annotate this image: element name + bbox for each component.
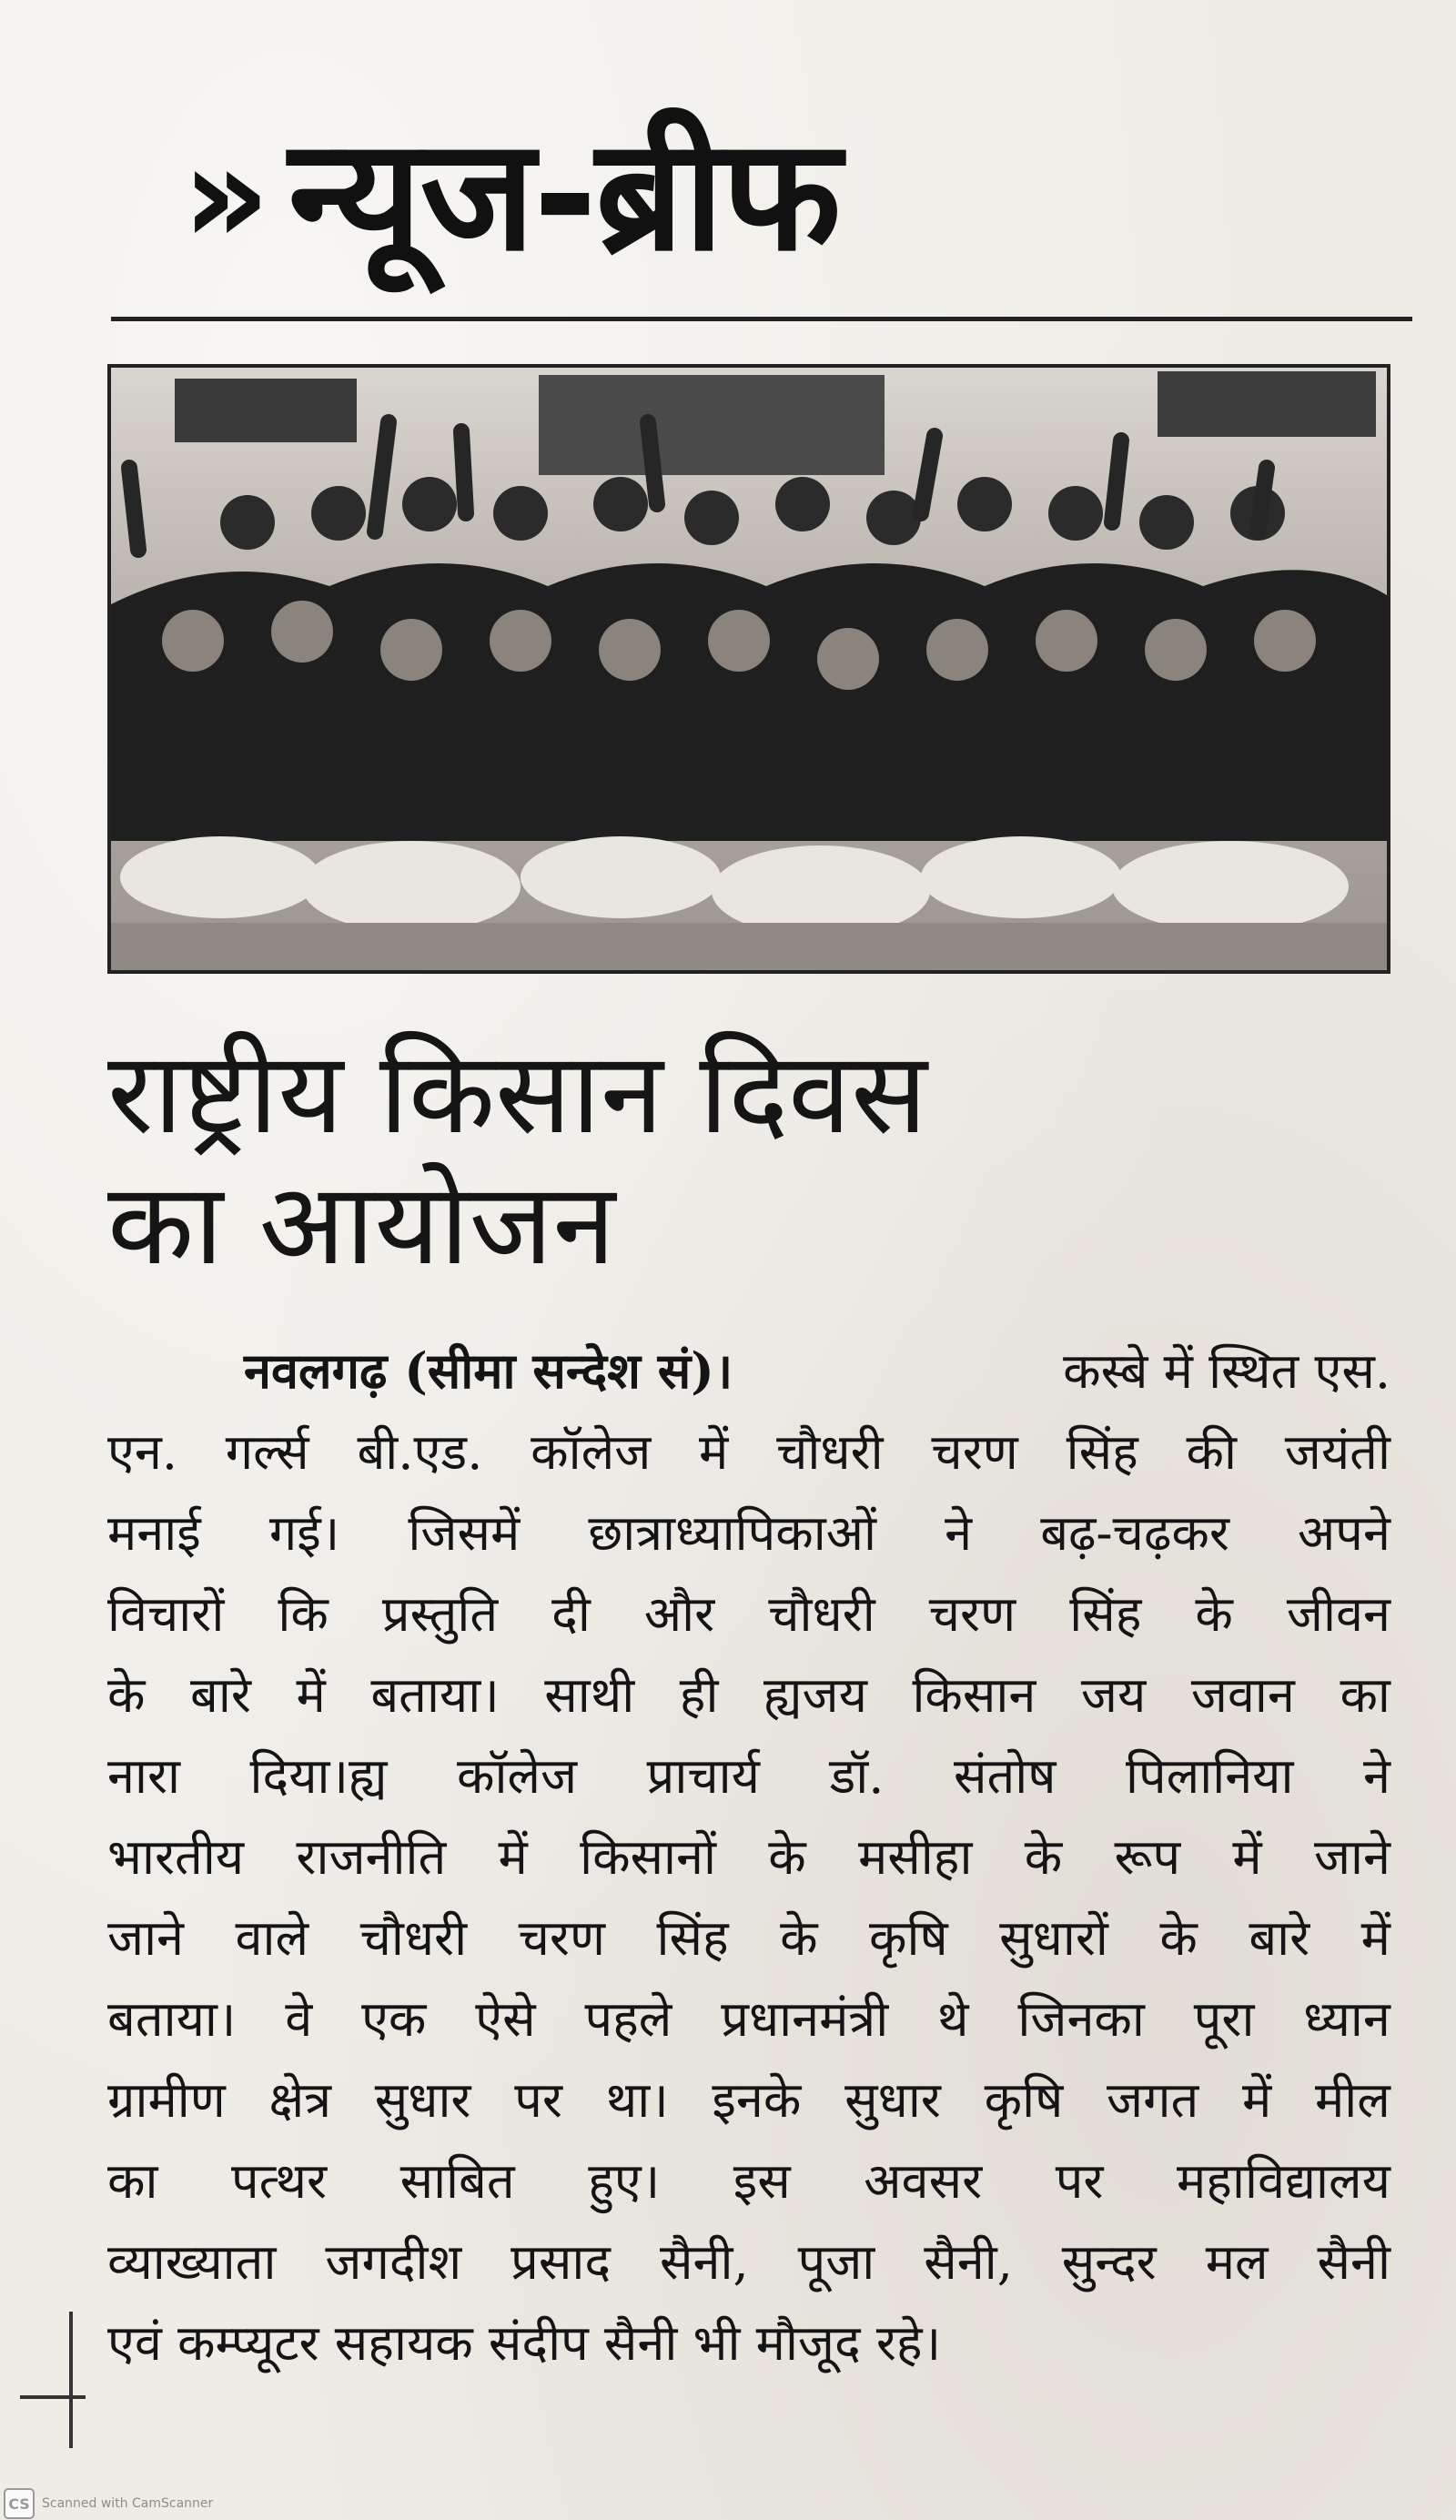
body-word: जयंती	[1284, 1423, 1390, 1481]
body-word: मल	[1205, 2233, 1269, 2291]
body-word: कृषि	[869, 1909, 948, 1967]
body-word: के	[780, 1909, 818, 1967]
body-line	[107, 1898, 1390, 1979]
body-word: चरण	[518, 1909, 605, 1967]
body-word: बताया।	[370, 1666, 500, 1724]
body-word: छात्राध्यापिकाओं	[588, 1504, 876, 1562]
body-word: का	[107, 2152, 158, 2210]
body-word: अवसर	[864, 2152, 983, 2210]
body-word: कृषि	[984, 2071, 1064, 2129]
body-line	[107, 1979, 1390, 2060]
body-word: बारे	[190, 1666, 251, 1724]
body-word: नारा	[107, 1747, 181, 1805]
group-photo-icon	[111, 368, 1387, 970]
section-title: न्यूज-ब्रीफ	[288, 106, 840, 286]
body-word: सिंह	[656, 1909, 729, 1967]
body-word: डॉ.	[829, 1747, 885, 1805]
body-word: और	[643, 1585, 715, 1643]
body-word: ऐसे	[475, 1990, 536, 2048]
body-word: क्षेत्र	[268, 2071, 332, 2129]
body-word: ध्यान	[1303, 1990, 1390, 2048]
body-word: गई।	[268, 1504, 340, 1562]
body-word: सैनी,	[924, 2233, 1013, 2291]
body-word: पहले	[584, 1990, 672, 2048]
body-line	[107, 1736, 1390, 1817]
body-word: चरण	[931, 1423, 1018, 1481]
body-word: भारतीय	[107, 1828, 245, 1886]
body-word: प्रधानमंत्री	[721, 1990, 889, 2048]
body-word: का	[1340, 1666, 1390, 1724]
body-word: ह्यजय	[763, 1666, 867, 1724]
body-word: के	[1024, 1828, 1063, 1886]
crop-mark-horizontal	[20, 2395, 86, 2399]
body-word: सैनी	[1317, 2233, 1390, 2291]
article-headline	[107, 1028, 1409, 1290]
body-word: जय	[1080, 1666, 1147, 1724]
scanner-text: Scanned with CamScanner	[42, 2496, 214, 2511]
body-word: के	[107, 1666, 146, 1724]
body-word: संतोष	[953, 1747, 1057, 1805]
body-word: जवान	[1190, 1666, 1295, 1724]
body-word: सुधार	[374, 2071, 471, 2129]
body-line: एवं कम्प्यूटर सहायक संदीप सैनी भी मौजूद रहे।	[107, 2314, 942, 2372]
body-word: कॉलेज	[531, 1423, 652, 1481]
body-line	[107, 1655, 1390, 1736]
body-word: पूजा	[797, 2233, 875, 2291]
body-word: जगदीश	[325, 2233, 462, 2291]
body-word: चौधरी	[359, 1909, 468, 1967]
body-word: दिया।ह्य	[249, 1747, 388, 1805]
body-word: की	[1186, 1423, 1238, 1481]
body-word: ने	[1362, 1747, 1390, 1805]
body-word: पर	[514, 2071, 563, 2129]
scanner-watermark	[0, 2487, 213, 2520]
body-word: बताया।	[107, 1990, 237, 2048]
body-word: ही	[679, 1666, 719, 1724]
headline-line-1: राष्ट्रीय किसान दिवस	[107, 1028, 927, 1159]
body-word: साथी	[544, 1666, 635, 1724]
body-line	[107, 1817, 1390, 1898]
body-word: चौधरी	[776, 1423, 884, 1481]
body-word: में	[498, 1828, 528, 1886]
body-word: राजनीति	[296, 1828, 447, 1886]
body-word: इस	[733, 2152, 791, 2210]
body-word: जाने	[107, 1909, 185, 1967]
body-word: विचारों	[107, 1585, 225, 1643]
body-word: कॉलेज	[456, 1747, 578, 1805]
body-word: में	[1360, 1909, 1390, 1967]
body-word: ने	[945, 1504, 973, 1562]
body-word: प्राचार्य	[646, 1747, 760, 1805]
body-word: हुए।	[588, 2152, 661, 2210]
body-word: गर्ल्स	[225, 1423, 309, 1481]
body-word: इनके	[712, 2071, 802, 2129]
section-header	[182, 91, 840, 300]
body-line	[107, 1493, 1390, 1574]
headline-line-2: का आयोजन	[107, 1159, 616, 1290]
body-word: में	[296, 1666, 326, 1724]
body-word: के	[1159, 1909, 1198, 1967]
body-word: साबित	[399, 2152, 515, 2210]
camscanner-logo-icon: CS	[4, 2488, 35, 2519]
body-word: के	[1195, 1585, 1233, 1643]
body-word: के	[768, 1828, 806, 1886]
body-word: मसीहा	[858, 1828, 973, 1886]
body-word: थे	[937, 1990, 969, 2048]
body-line	[107, 2140, 1390, 2221]
group-photo	[107, 364, 1390, 974]
body-word: महाविद्यालय	[1177, 2152, 1390, 2210]
body-word: में	[699, 1423, 729, 1481]
body-line	[107, 1574, 1390, 1655]
body-word: ग्रामीण	[107, 2071, 226, 2129]
body-word: बढ़-चढ़कर	[1040, 1504, 1229, 1562]
body-word: सिंह	[1069, 1585, 1142, 1643]
body-word: सुन्दर	[1061, 2233, 1157, 2291]
body-word: अपने	[1298, 1504, 1390, 1562]
body-word: वाले	[235, 1909, 309, 1967]
body-word: प्रस्तुति	[381, 1585, 499, 1643]
body-word: जाने	[1313, 1828, 1390, 1886]
body-word: कि	[278, 1585, 329, 1643]
body-line	[107, 1331, 1390, 1412]
body-word: जिसमें	[408, 1504, 521, 1562]
body-word: किसानों	[580, 1828, 716, 1886]
body-word: जीवन	[1286, 1585, 1390, 1643]
body-word: चरण	[928, 1585, 1016, 1643]
body-word: वे	[285, 1990, 313, 2048]
body-line	[107, 2221, 1390, 2302]
body-word: प्रसाद	[511, 2233, 612, 2291]
body-word: में	[1232, 1828, 1262, 1886]
body-word: में	[1241, 2071, 1272, 2129]
body-word: पिलानिया	[1125, 1747, 1294, 1805]
body-word: मनाई	[107, 1504, 201, 1562]
header-arrows: »	[182, 116, 270, 275]
body-word: पर	[1055, 2152, 1104, 2210]
body-word: व्याख्याता	[107, 2233, 277, 2291]
body-word: सैनी,	[660, 2233, 749, 2291]
body-word: सुधारों	[999, 1909, 1108, 1967]
body-word: सिंह	[1066, 1423, 1138, 1481]
body-word: बारे	[1249, 1909, 1310, 1967]
body-word: पत्थर	[231, 2152, 328, 2210]
body-word: चौधरी	[768, 1585, 875, 1643]
body-word: बी.एड.	[357, 1423, 483, 1481]
body-word: जगत	[1107, 2071, 1199, 2129]
body-word: मील	[1315, 2071, 1390, 2129]
body-line	[107, 2060, 1390, 2140]
body-word: दी	[551, 1585, 591, 1643]
body-word: एक	[361, 1990, 427, 2048]
body-word: किसान	[912, 1666, 1036, 1724]
body-word: पूरा	[1193, 1990, 1255, 2048]
body-line	[107, 1412, 1390, 1493]
body-word: रूप	[1114, 1828, 1181, 1886]
body-word: था।	[605, 2071, 669, 2129]
article-body	[107, 1331, 1390, 2383]
body-word: सुधार	[844, 2071, 941, 2129]
body-word: एन.	[107, 1423, 177, 1481]
header-divider	[111, 317, 1412, 321]
body-word: जिनका	[1017, 1990, 1145, 2048]
dateline: नवलगढ़ (सीमा सन्देश सं)।	[244, 1341, 733, 1400]
crop-mark-vertical	[69, 2312, 73, 2448]
body-line-text: कस्बे में स्थित एस.	[1063, 1342, 1390, 1400]
